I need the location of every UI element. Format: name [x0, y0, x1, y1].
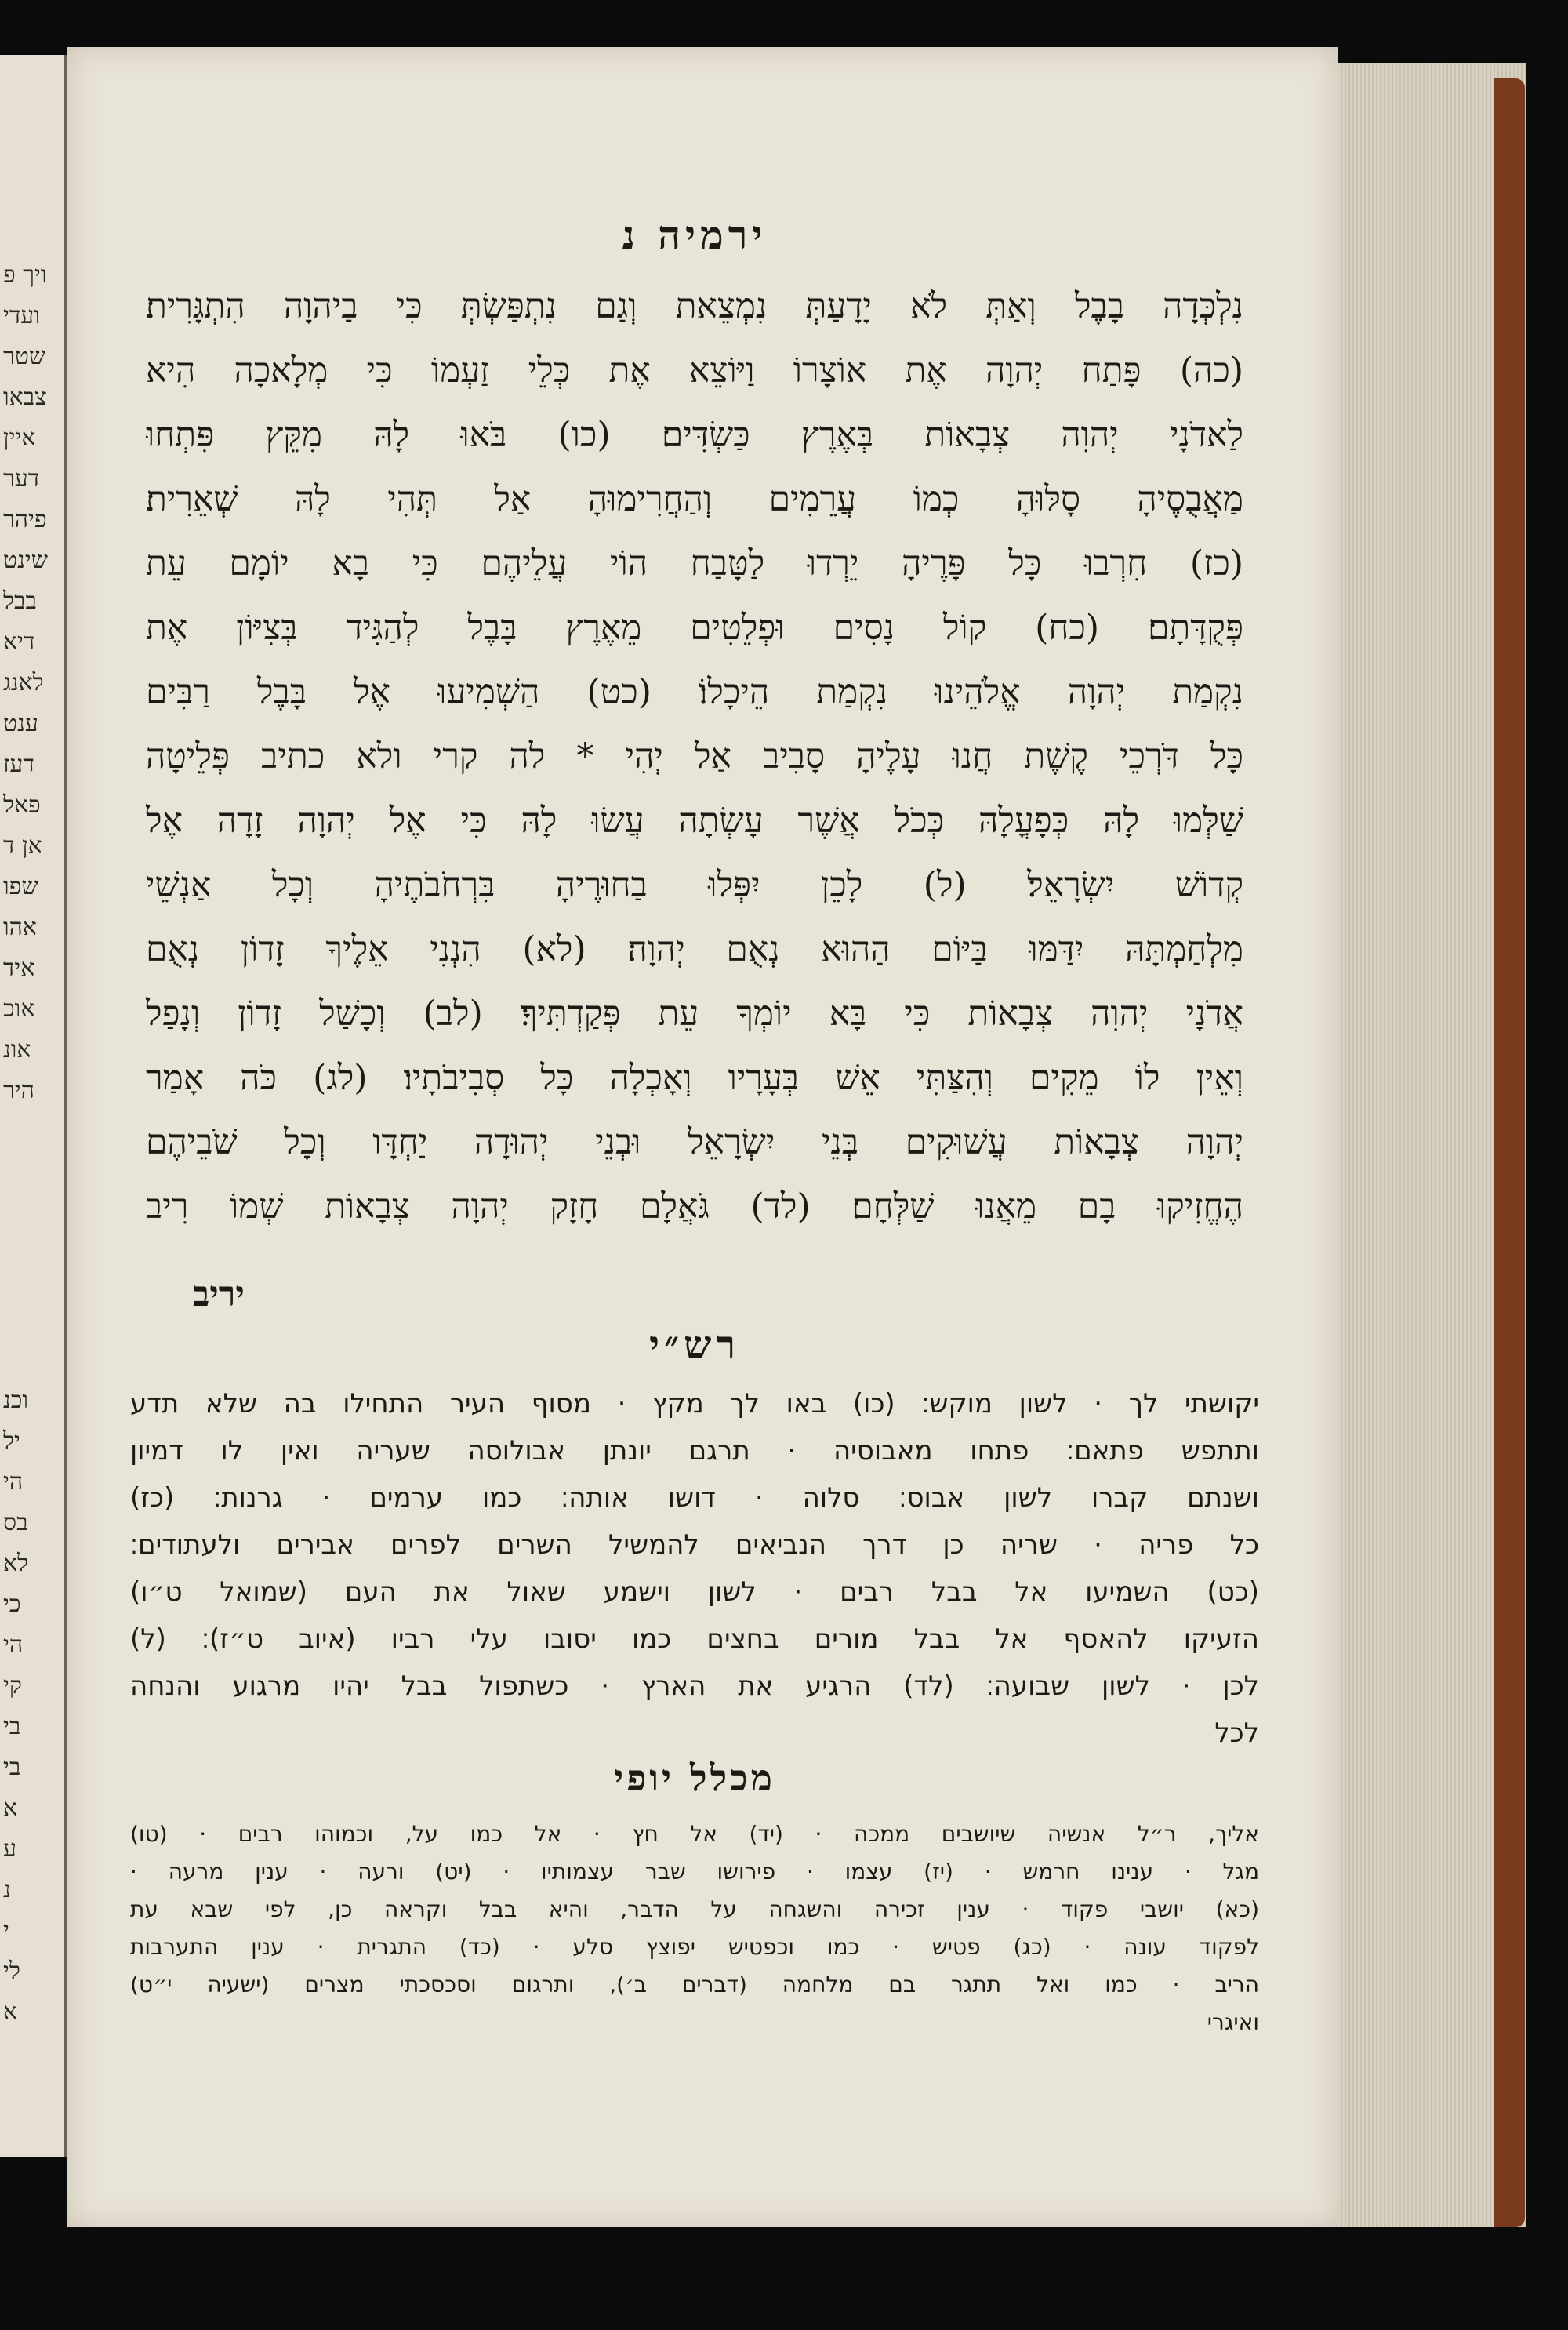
facing-page-fragment: לי	[3, 1957, 20, 1985]
facing-page-fragment: ויך פ	[3, 261, 47, 289]
verse-line: אֲדֹנָי יְהוִה צְבָאוֹת כִּי בָּא יוֹמְךָ עֵת פְּקַדְתִּיךָ׃ (לב) וְכָשַׁל זָדוֹן וְנָפַל	[146, 994, 1243, 1034]
facing-page-fragment: קי	[3, 1672, 22, 1699]
book-cover-edge	[1494, 78, 1525, 2227]
facing-page-fragment: דיא	[3, 628, 35, 656]
facing-page-fragment: בי	[3, 1713, 21, 1740]
verse-line: מַאֲבֻסֶיהָ סָלּוּהָ כְמוֹ עֲרֵמִים וְהַחֲרִימוּהָ אַל תְּהִי לָהּ שְׁאֵרִית׃	[146, 479, 1243, 519]
facing-page-fragment: פאל	[3, 791, 41, 819]
facing-page-fragment: י	[3, 1917, 9, 1944]
mikhlal-line: לפקוד עונה · (כג) פטיש · כמו וכפטיש יפוצץ סלע · (כד) התגרית · ענין התערבות	[130, 1934, 1259, 1960]
facing-page-fragment: וכנ	[3, 1387, 29, 1414]
verse-line: נִלְכְּדָה בָבֶל וְאַתְּ לֹא יָדָעַתְּ נִמְצֵאת וְגַם נִתְפַּשְׂתְּ כִּי בַיהוָה הִתְגָּרִית׃	[146, 286, 1243, 326]
facing-page-fragment: אוכ	[3, 995, 35, 1023]
facing-page-fragment: א	[3, 1794, 18, 1822]
facing-page-fragment: פיהר	[3, 506, 47, 533]
rashi-line: ושנתם קברו לשון אבוס׃ סלוה · דושו אותה׃ כמו ערמים · גרנות׃ (כז)	[130, 1482, 1259, 1514]
facing-page-fragment: הי	[3, 1468, 24, 1496]
facing-page-fragment: צבאו	[3, 383, 47, 411]
facing-page-fragment: לאנג	[3, 669, 44, 696]
running-head: ירמיה נ	[622, 212, 768, 258]
facing-page-fragment: שפו	[3, 873, 38, 900]
mikhlal-line: מגל · ענינו חרמש · (יז) עצמו · פירושו שבר עצמותיו · (יט) ורעה · ענין מרעה ·	[130, 1859, 1259, 1885]
verse-line: (כז) חִרְבוּ כָּל פָּרֶיהָ יֵרְדוּ לַטָּבַח הוֹי עֲלֵיהֶם כִּי בָא יוֹמָם עֵת	[146, 543, 1243, 583]
verse-line: מִלְחַמְתָּהּ יִדַּמּוּ בַּיּוֹם הַהוּא נְאֻם יְהוָה׃ (לא) הִנְנִי אֵלֶיךָ זָדוֹן נְאֻם	[146, 929, 1243, 969]
verse-line: כָּל דֹּרְכֵי קֶשֶׁת חֲנוּ עָלֶיהָ סָבִיב אַל יְהִי * לה קרי ולא כתיב פְּלֵיטָה	[146, 736, 1243, 776]
facing-page-fragment: הי	[3, 1631, 24, 1659]
catchword: יריב	[193, 1274, 245, 1314]
book-page	[67, 47, 1338, 2227]
verse-line: וְאֵין לוֹ מֵקִים וְהִצַּתִּי אֵשׁ בְּעָרָיו וְאָכְלָה כָּל סְבִיבֹתָיו׃ (לג) כֹּה אָמַר	[146, 1058, 1243, 1098]
mikhlal-line: ואיגרי	[1207, 2009, 1259, 2035]
rashi-line: לכן · לשון שבועה׃ (לד) הרגיע את הארץ · כשתפול בבל יהיו מרגוע והנחה	[130, 1670, 1259, 1702]
facing-page-fragment: היר	[3, 1077, 34, 1104]
facing-page-fragment: איין	[3, 424, 36, 452]
facing-page-edge	[0, 55, 67, 2157]
facing-page-fragment: דעז	[3, 751, 34, 778]
facing-page-fragment: אהו	[3, 914, 37, 941]
verse-line: (כה) פָּתַח יְהוָה אֶת אוֹצָרוֹ וַיּוֹצֵא אֶת כְּלֵי זַעְמוֹ כִּי מְלָאכָה הִיא	[146, 351, 1243, 391]
facing-page-fragment: בס	[3, 1509, 28, 1536]
rashi-line: הזעיקו להאסף אל בבל מורים בחצים כמו יסובו עלי רביו (איוב ט״ז)׃ (ל)	[130, 1623, 1259, 1655]
facing-page-fragment: שינט	[3, 547, 48, 574]
mikhlal-line: אליך, ר״ל אנשיה שיושבים ממכה · (יד) אל חץ · אל כמו על, וכמוהו רבים · (טו)	[130, 1821, 1259, 1847]
facing-page-fragment: יל	[3, 1427, 20, 1455]
verse-line: קְדוֹשׁ יִשְׂרָאֵל׃ (ל) לָכֵן יִפְּלוּ בַחוּרֶיהָ בִּרְחֹבֹתֶיהָ וְכָל אַנְשֵׁי	[146, 865, 1243, 905]
verse-line: שַׁלְּמוּ לָהּ כְּפָעֳלָהּ כְּכֹל אֲשֶׁר עָשְׂתָה עֲשׂוּ לָהּ כִּי אֶל יְהוָה זָדָה אֶל	[146, 801, 1243, 841]
rashi-heading: רש״י	[648, 1321, 741, 1368]
facing-page-fragment: בי	[3, 1754, 21, 1781]
rashi-line: יקושתי לך · לשון מוקש׃ (כו) באו לך מקץ · מסוף העיר התחילו בה שלא תדע	[130, 1388, 1259, 1419]
verse-line: פְּקֻדָּתָם׃ (כח) קוֹל נָסִים וּפְלֵטִים מֵאֶרֶץ בָּבֶל לְהַגִּיד בְּצִיּוֹן אֶת	[146, 608, 1243, 648]
facing-page-fragment: נ	[3, 1876, 11, 1903]
facing-page-fragment: א	[3, 1998, 18, 2026]
rashi-line: (כט) השמיעו אל בבל רבים · לשון וישמע שאול את העם (שמואל ט״ו)	[130, 1576, 1259, 1608]
mikhlal-line: (כא) יושבי פקוד · ענין זכירה והשגחה על הדבר, והיא בבל וקראה כן, לפי שבא עת	[130, 1896, 1259, 1922]
facing-page-fragment: לא	[3, 1550, 29, 1577]
facing-page-fragment: שטר	[3, 343, 46, 370]
rashi-line: ותתפש פתאם׃ פתחו מאבוסיה · תרגם יונתן אבולוסה שעריה ואין לו דמיון	[130, 1435, 1259, 1467]
mikhlal-yofi-commentary-block	[130, 1816, 1259, 2041]
verse-line: נִקְמַת יְהוָה אֱלֹהֵינוּ נִקְמַת הֵיכָלוֹ׃ (כט) הַשְׁמִיעוּ אֶל בָּבֶל רַבִּים	[146, 672, 1243, 712]
facing-page-fragment: אן ד	[3, 832, 42, 860]
facing-page-fragment: בבל	[3, 587, 37, 615]
facing-page-text-fragments-top	[0, 255, 64, 1111]
mikhlal-yofi-heading: מכלל יופי	[614, 1757, 775, 1799]
facing-page-fragment: איד	[3, 954, 35, 982]
facing-page-text-fragments-bottom	[0, 1380, 64, 2033]
facing-page-fragment: דער	[3, 465, 40, 493]
verse-line: הֶחֱזִיקוּ בָם מֵאֲנוּ שַׁלְּחָם׃ (לד) גֹּאֲלָם חָזָק יְהוָה צְבָאוֹת שְׁמוֹ רִיב	[146, 1187, 1243, 1227]
biblical-text-block	[146, 274, 1243, 1239]
facing-page-fragment: ענט	[3, 710, 38, 737]
rashi-line: לכל	[1214, 1718, 1259, 1749]
facing-page-fragment: ועדי	[3, 302, 40, 329]
rashi-commentary-block	[130, 1380, 1259, 1757]
facing-page-fragment: ע	[3, 1835, 16, 1863]
verse-line: לַאדֹנָי יְהוִה צְבָאוֹת בְּאֶרֶץ כַּשְׂדִּים׃ (כו) בֹּאוּ לָהּ מִקֵּץ פִּתְחוּ	[146, 415, 1243, 455]
facing-page-fragment: כי	[3, 1590, 21, 1618]
mikhlal-line: הריב · כמו ואל תתגר בם מלחמה (דברים ב׳), ותרגום וסכסכתי מצרים (ישעיה י״ט)	[130, 1972, 1259, 1997]
facing-page-fragment: אונ	[3, 1036, 31, 1063]
verse-line: יְהוָה צְבָאוֹת עֲשׁוּקִים בְּנֵי יִשְׂרָאֵל וּבְנֵי יְהוּדָה יַחְדָּו וְכָל שֹׁבֵיהֶם	[146, 1122, 1243, 1162]
rashi-line: כל פריה · שריה כן דרך הנביאים להמשיל השרים לפרים אבירים ולעתודים׃	[130, 1529, 1259, 1561]
